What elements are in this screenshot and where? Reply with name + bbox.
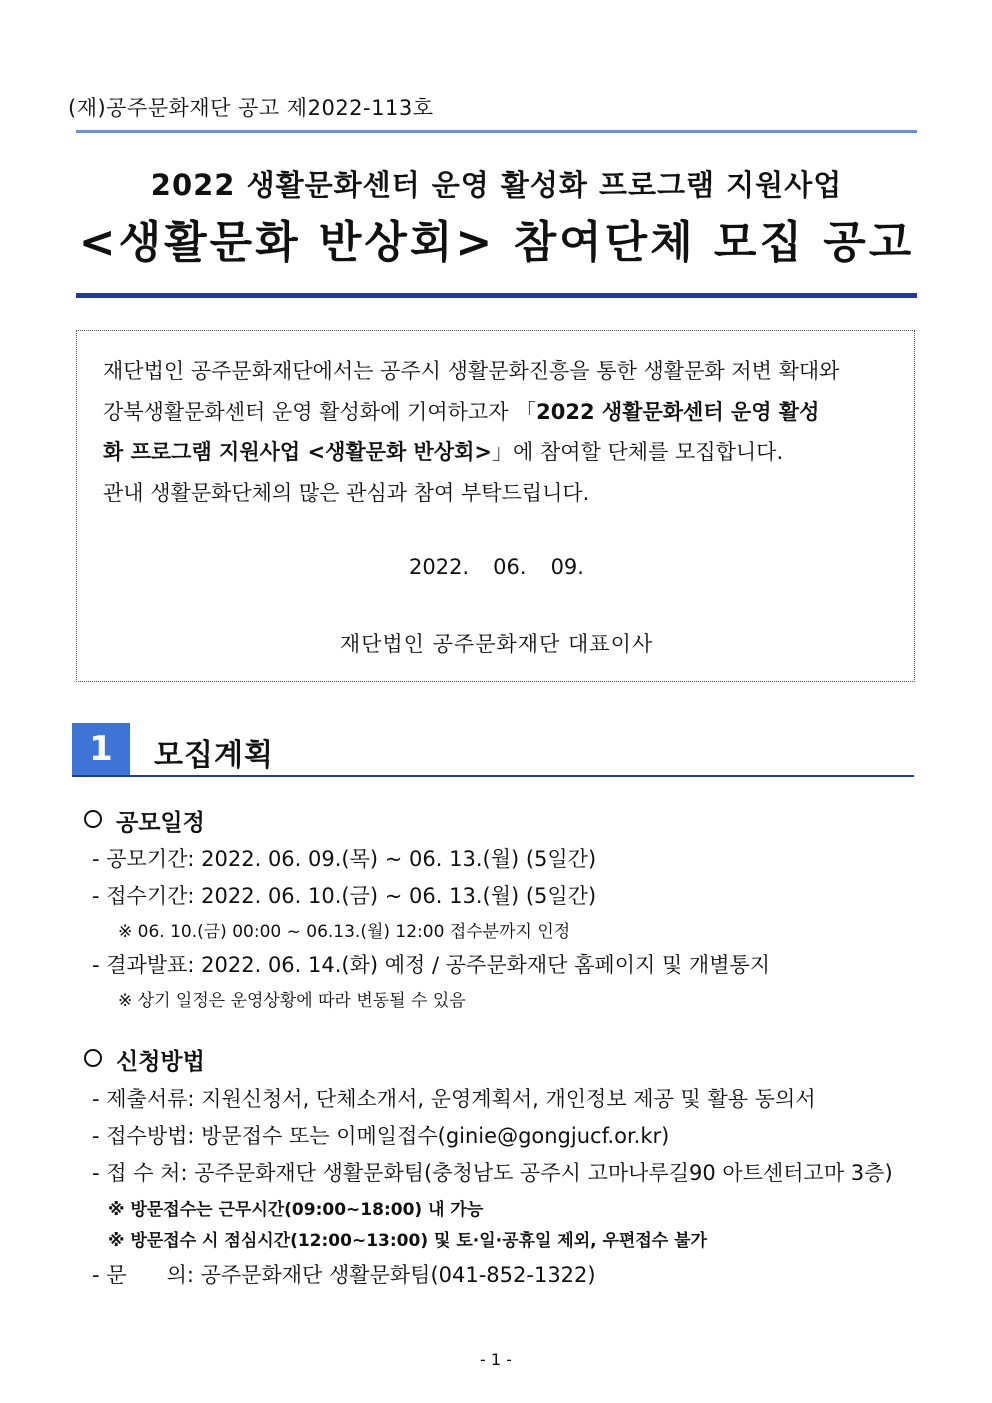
date-day: 09. [550,555,584,579]
schedule-note-1: ※ 06. 10.(금) 00:00 ~ 06.13.(월) 12:00 접수분까지 인정 [118,922,571,942]
signature: 재단법인 공주문화재단 대표이사 [339,632,654,656]
intro-line-2-bold: 2022 생활문화센터 운영 활성 [536,400,820,424]
intro-line-1: 재단법인 공주문화재단에서는 공주시 생활문화진흥을 통한 생활문화 저변 확대와 [103,359,840,383]
application-method: - 접수방법: 방문접수 또는 이메일접수(ginie@gongjucf.or.kr) [92,1124,670,1148]
date-year: 2022. [409,555,470,579]
notice-number: (재)공주문화재단 공고 제2022-113호 [68,96,434,120]
intro-line-2-plain: 강북생활문화센터 운영 활성화에 기여하고자 「 [103,400,537,424]
application-heading-text: 신청방법 [116,1049,205,1075]
section-title: 모집계획 [154,738,274,773]
date-month: 06. [493,555,527,579]
schedule-note-2: ※ 상기 일정은 운영상황에 따라 변동될 수 있음 [118,991,466,1011]
intro-line-2 [103,396,819,426]
section-1-header [72,723,914,777]
intro-line-3 [103,436,783,466]
title-line-2: <생활문화 반상회> 참여단체 모집 공고 [78,217,915,268]
title-divider [76,293,917,298]
schedule-item-result: - 결과발표: 2022. 06. 14.(화) 예정 / 공주문화재단 홈페이지 및 개별통지 [92,953,771,977]
application-note-1: ※ 방문접수는 근무시간(09:00~18:00) 내 가능 [108,1200,484,1220]
page-number: - 1 - [480,1350,512,1369]
application-documents: - 제출서류: 지원신청서, 단체소개서, 운영계획서, 개인정보 제공 및 활용 동의서 [92,1087,816,1111]
section-number: 1 [72,723,130,775]
intro-line-3-bold: 화 프로그램 지원사업 <생활문화 반상회> [103,440,493,464]
top-divider [76,130,917,133]
intro-line-4: 관내 생활문화단체의 많은 관심과 참여 부탁드립니다. [103,481,590,505]
circle-bullet-icon [84,1049,102,1067]
schedule-item-period: - 공모기간: 2022. 06. 09.(목) ~ 06. 13.(월) (5일간) [92,847,597,871]
application-place: - 접 수 처: 공주문화재단 생활문화팀(충청남도 공주시 고마나루길90 아트센터고마 3층) [92,1161,893,1185]
application-note-2: ※ 방문접수 시 점심시간(12:00~13:00) 및 토·일·공휴일 제외, 우편접수 불가 [108,1231,707,1251]
title-line-1: 2022 생활문화센터 운영 활성화 프로그램 지원사업 [150,168,843,202]
schedule-heading-text: 공모일정 [116,810,205,836]
intro-line-3-plain: 」에 참여할 단체를 모집합니다. [492,440,784,464]
circle-bullet-icon [84,810,102,828]
application-heading [84,1043,205,1076]
schedule-heading [84,804,205,837]
application-inquiry: - 문 의: 공주문화재단 생활문화팀(041-852-1322) [92,1263,596,1287]
notice-date [76,555,917,579]
schedule-item-receipt: - 접수기간: 2022. 06. 10.(금) ~ 06. 13.(월) (5일간) [92,884,597,908]
